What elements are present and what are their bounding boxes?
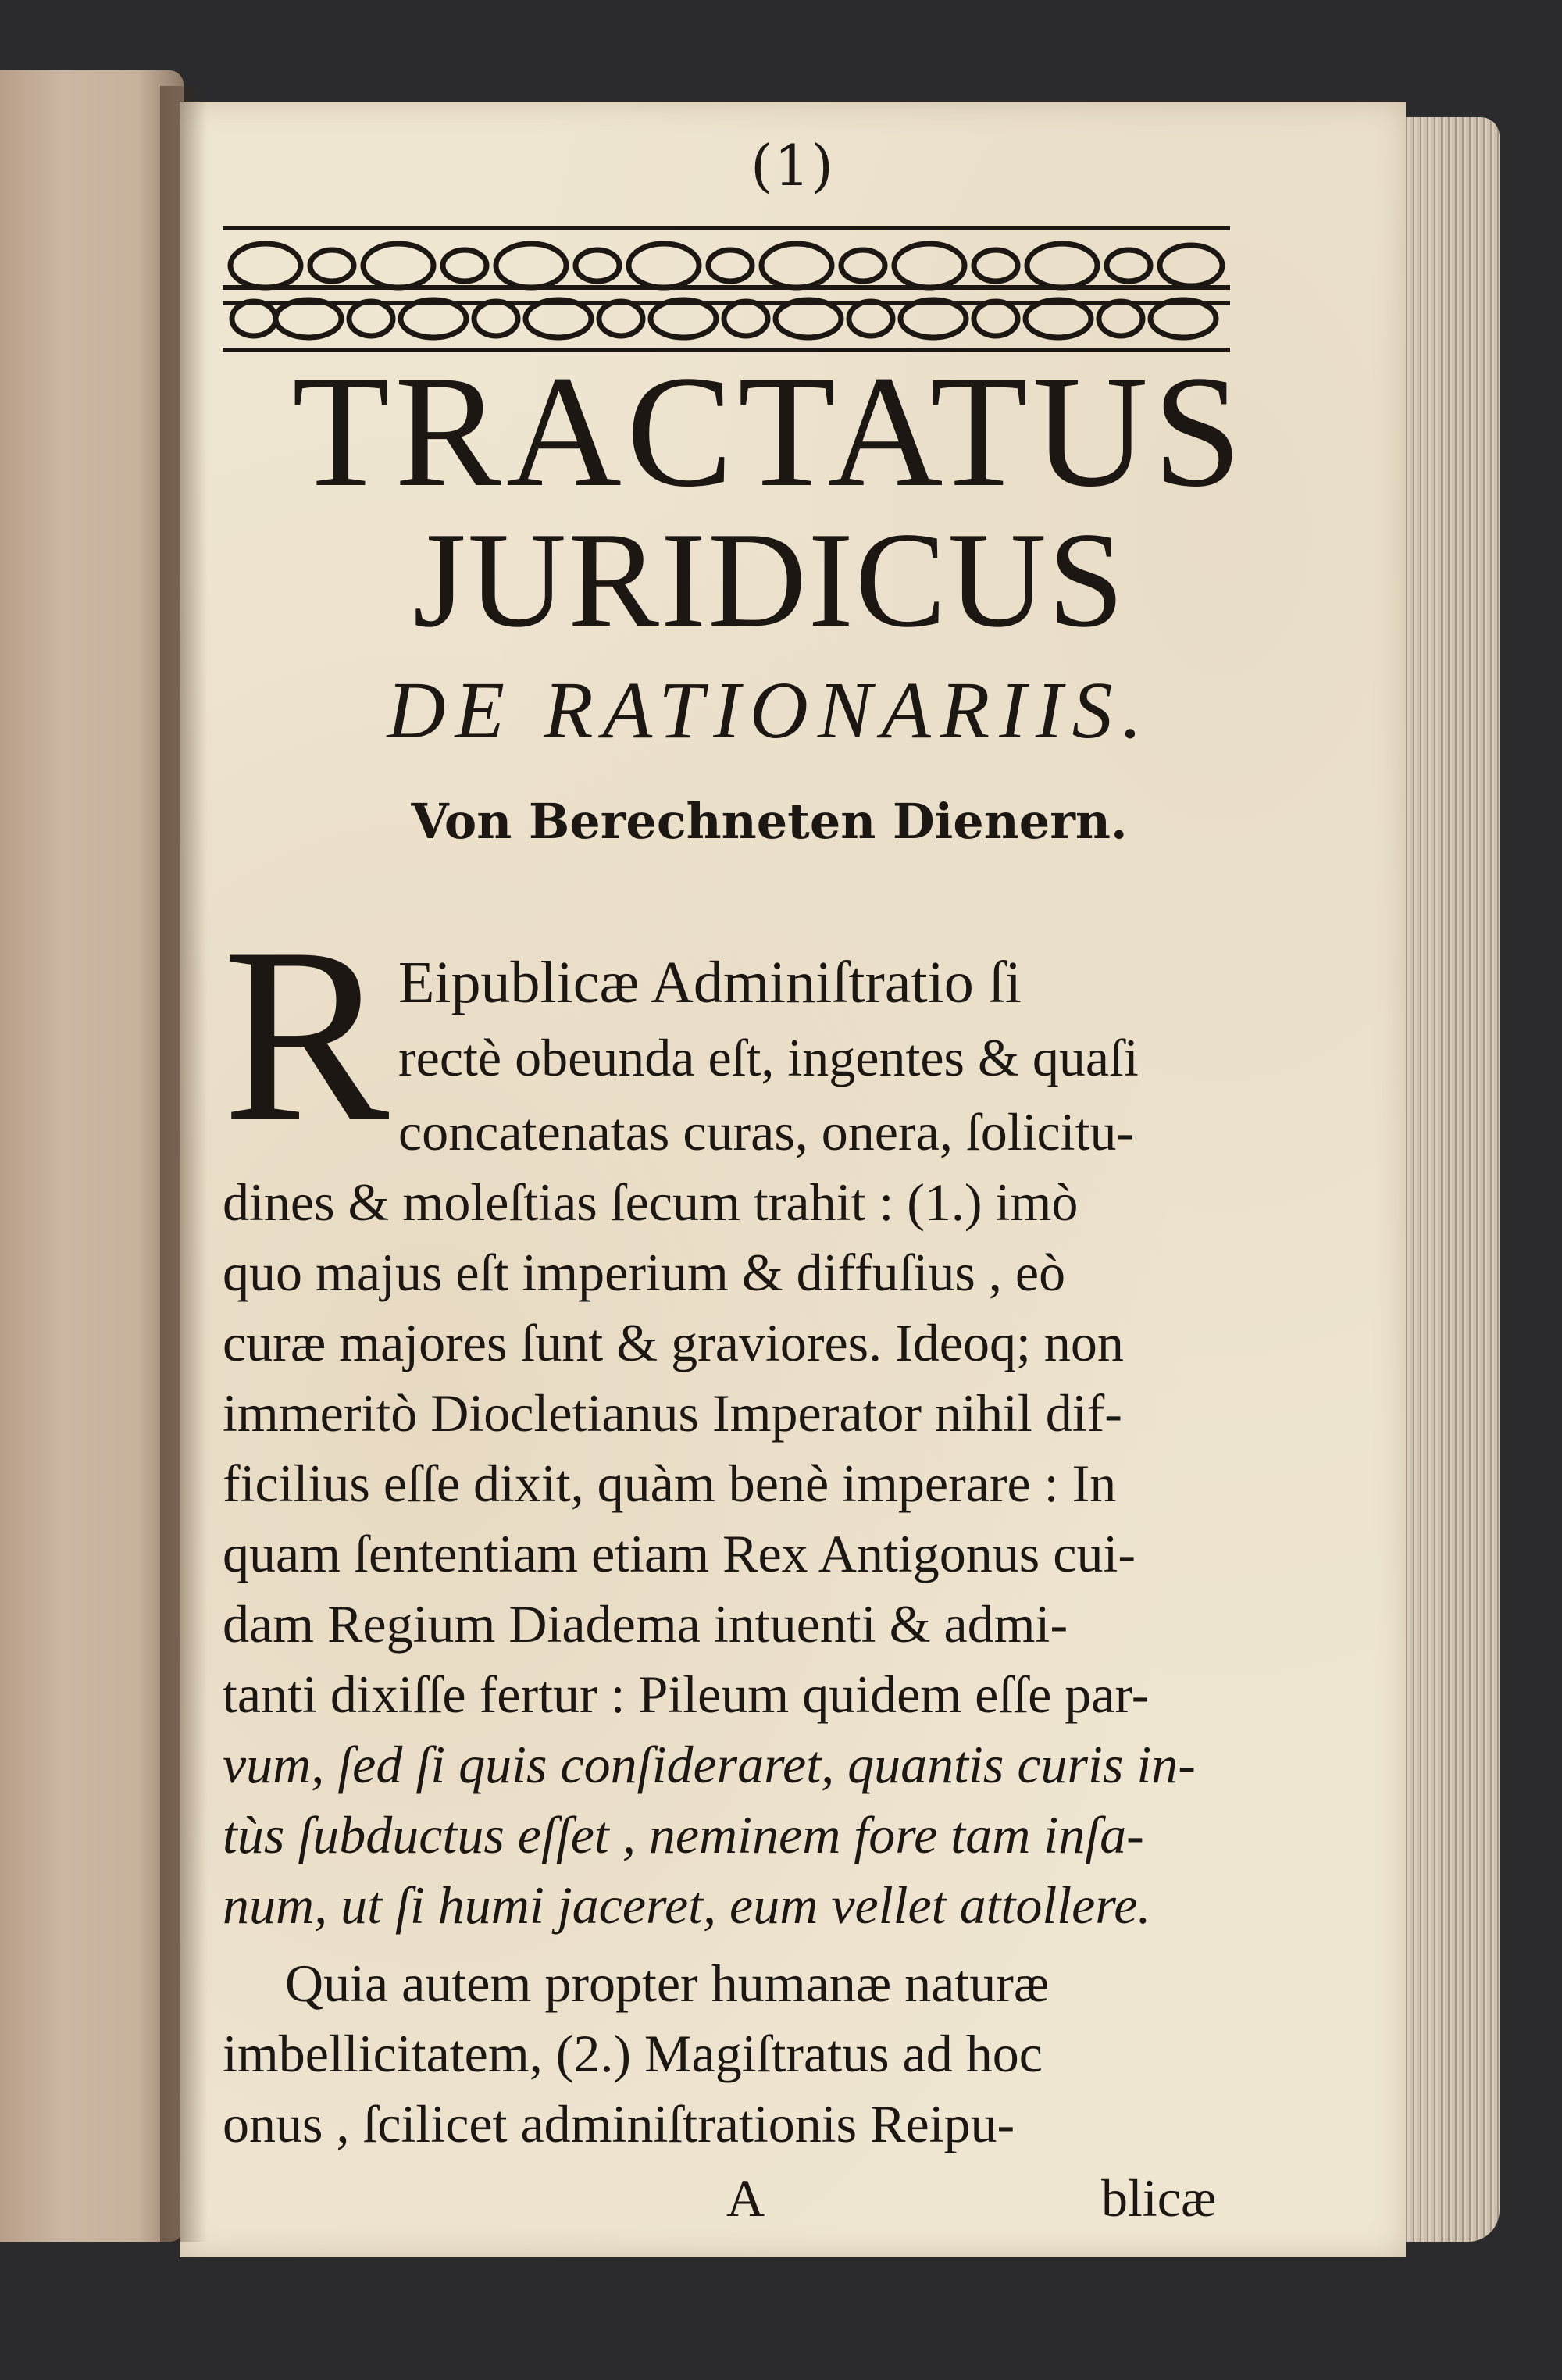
- text-line: imbellicitatem, (2.) Magiſtratus ad hoc: [223, 2024, 1043, 2083]
- text-line: rectè obeunda eſt, ingentes & quaſi: [398, 1028, 1139, 1087]
- german-subtitle: Von Berechneten Dienern.: [411, 793, 1128, 850]
- text-line: onus , ſcilicet adminiſtrationis Reipu-: [223, 2094, 1015, 2153]
- page-number: (1): [751, 133, 835, 198]
- gutter-shadow: [160, 86, 207, 2242]
- text-line: concatenatas curas, onera, ſolicitu-: [398, 1102, 1135, 1161]
- left-page-edge: [0, 70, 184, 2242]
- title-tractatus: TRACTATUS: [291, 343, 1247, 520]
- signature-mark: A: [726, 2168, 765, 2228]
- text-line: Quia autem propter humanæ naturæ: [285, 1954, 1050, 2013]
- text-line: quo majus eſt imperium & diffuſius , eò: [223, 1243, 1066, 1302]
- text-line: ficilius eſſe dixit, quàm benè imperare : In: [223, 1454, 1117, 1513]
- text-line: quam ſententiam etiam Rex Antigonus cui-: [223, 1524, 1136, 1583]
- text-line: curæ majores ſunt & graviores. Ideoq; non: [223, 1313, 1124, 1372]
- text-line: num, ut ſi humi jaceret, eum vellet attollere.: [223, 1875, 1151, 1935]
- title-de-rationariis: DE RATIONARIIS.: [387, 665, 1152, 755]
- text-line: dam Regium Diadema intuenti & admi-: [223, 1594, 1068, 1654]
- catchword: blicæ: [1101, 2168, 1217, 2228]
- title-juridicus: JURIDICUS: [412, 504, 1126, 655]
- text-line: dines & moleſtias ſecum trahit : (1.) imò: [223, 1172, 1079, 1232]
- text-line: immeritò Diocletianus Imperator nihil dif-: [223, 1383, 1122, 1443]
- drop-cap: R: [223, 897, 390, 1173]
- text-line: vum, ſed ſi quis conſideraret, quantis curis in-: [223, 1735, 1196, 1794]
- text-line: tanti dixiſſe fertur : Pileum quidem eſſe par-: [223, 1665, 1150, 1724]
- text-line: tùs ſubductus eſſet , neminem fore tam inſa-: [223, 1805, 1144, 1864]
- book-page: [180, 102, 1406, 2257]
- text-line: Eipublicæ Adminiſtratio ſi: [398, 950, 1022, 1015]
